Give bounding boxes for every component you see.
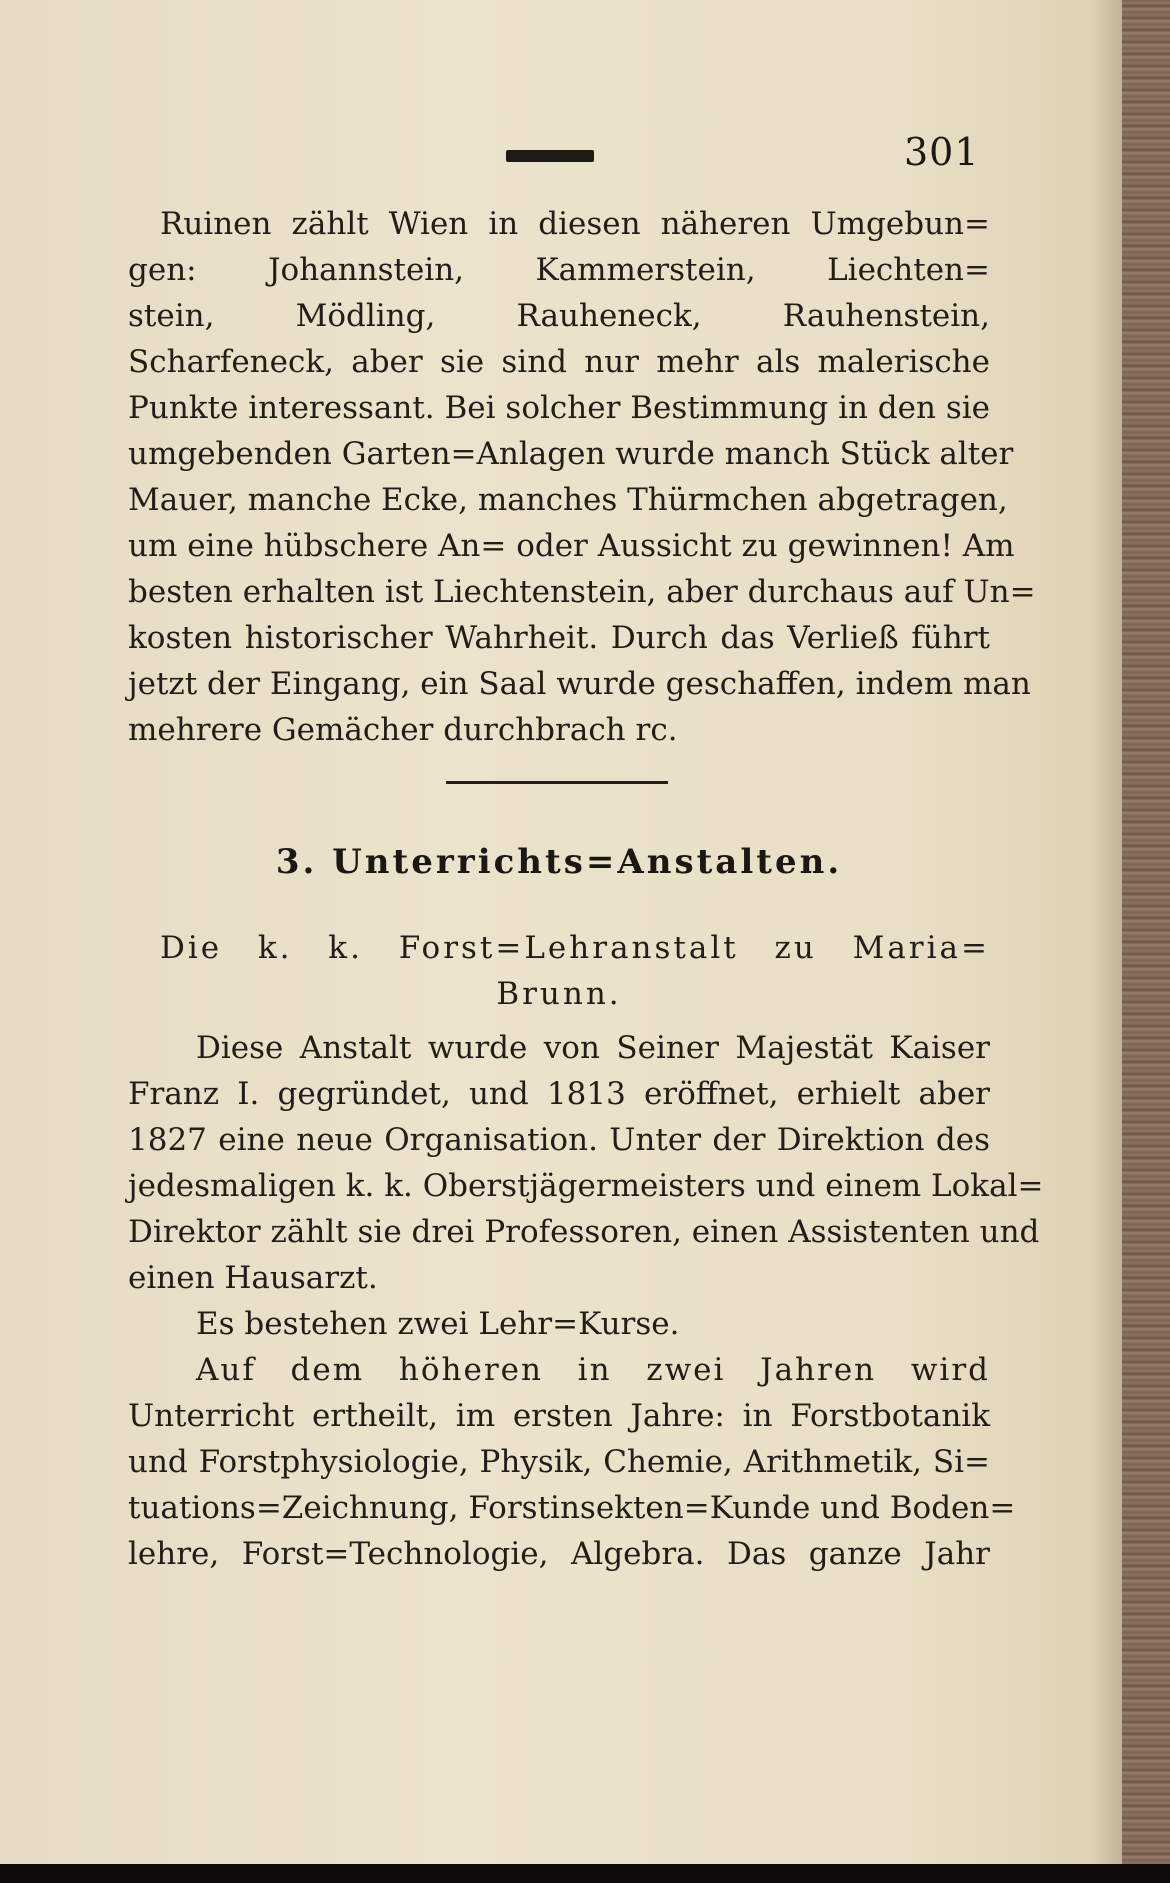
scan-bottom-shadow [0,1864,1170,1883]
text-line: Ruinen zählt Wien in diesen näheren Umgebun= [160,206,990,242]
text-line: Franz I. gegründet, und 1813 eröffnet, erhielt aber [128,1076,990,1112]
text-line: Unterricht ertheilt, im ersten Jahre: in Forstbotanik [128,1398,990,1434]
text-line: besten erhalten ist Liechtenstein, aber durchaus auf Un= [128,574,1036,610]
section-divider [446,781,668,784]
text-line: Scharfeneck, aber sie sind nur mehr als malerische [128,344,990,380]
text-line: Mauer, manche Ecke, manches Thürmchen abgetragen, [128,482,1008,518]
text-line: Diese Anstalt wurde von Seiner Majestät Kaiser [196,1030,990,1066]
text-line: mehrere Gemächer durchbrach rc. [128,712,678,748]
text-line: jetzt der Eingang, ein Saal wurde geschaffen, indem man [128,666,1031,702]
text-line: lehre, Forst=Technologie, Algebra. Das ganze Jahr [128,1536,990,1572]
text-line: umgebenden Garten=Anlagen wurde manch Stück alter [128,436,1014,472]
text-line: kosten historischer Wahrheit. Durch das Verließ führt [128,620,990,656]
text-line: und Forstphysiologie, Physik, Chemie, Arithmetik, Si= [128,1444,990,1480]
text-line: tuations=Zeichnung, Forstinsekten=Kunde und Boden= [128,1490,1016,1526]
text-line: jedesmaligen k. k. Oberstjägermeisters und einem Lokal= [128,1168,1044,1204]
text-line: Punkte interessant. Bei solcher Bestimmung in den sie [128,390,990,426]
subheading-line: Brunn. [496,976,622,1012]
text-line: gen: Johannstein, Kammerstein, Liechten= [128,252,990,288]
text-line: 1827 eine neue Organisation. Unter der Direktion des [128,1122,990,1158]
text-line: stein, Mödling, Rauheneck, Rauhenstein, [128,298,990,334]
text-line: Es bestehen zwei Lehr=Kurse. [196,1306,680,1342]
book-page-edge [1122,0,1170,1883]
text-line: Direktor zählt sie drei Professoren, einen Assistenten und [128,1214,1040,1250]
text-line: Auf dem höheren in zwei Jahren wird [196,1352,990,1388]
header-rule [506,150,594,162]
page-number: 301 [904,130,980,174]
text-line: einen Hausarzt. [128,1260,378,1296]
subheading-line: Die k. k. Forst=Lehranstalt zu Maria= [160,930,990,966]
text-line: um eine hübschere An= oder Aussicht zu gewinnen! Am [128,528,1015,564]
section-heading: 3. Unterrichts=Anstalten. [275,842,843,882]
